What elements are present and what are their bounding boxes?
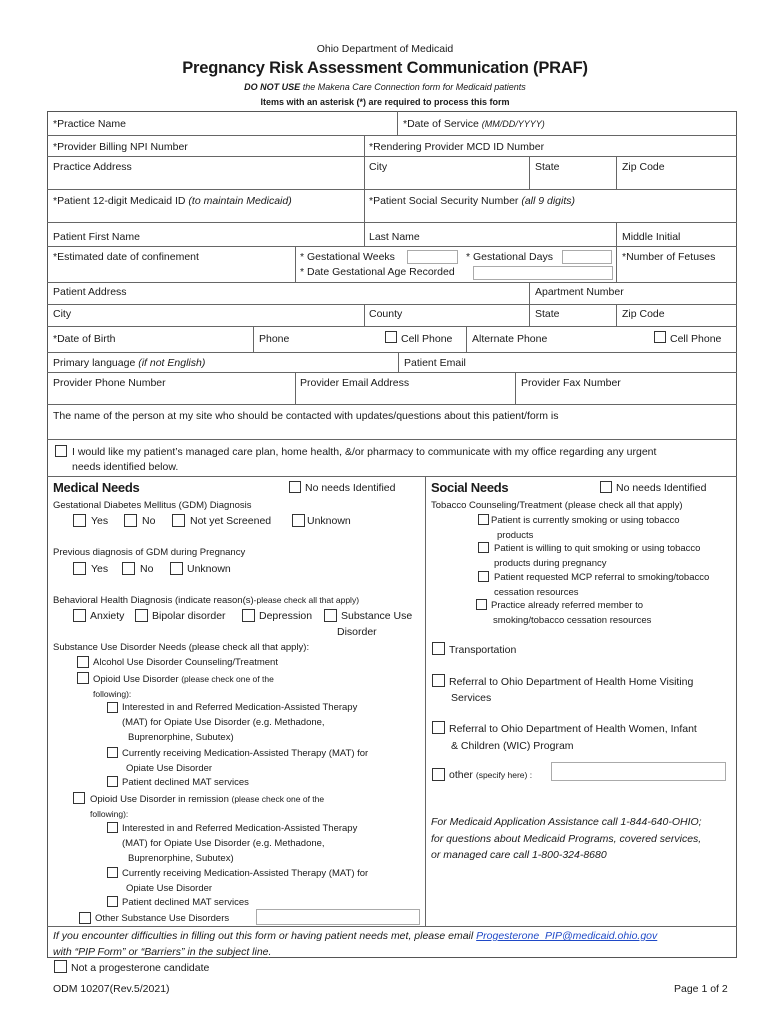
sud-label-line1: Substance Use: [341, 610, 413, 622]
support-email-link[interactable]: Progesterone_PIP@medicaid.ohio.gov: [476, 930, 658, 942]
assistance-line2: for questions about Medicaid Programs, covered services,: [431, 833, 702, 845]
currently-smoking-line1: Patient is currently smoking or using tobacco: [491, 515, 680, 526]
rem-declined-label: Patient declined MAT services: [122, 897, 249, 908]
prev-gdm-yes-label: Yes: [91, 563, 109, 575]
rem-current-line2: Opiate Use Disorder: [126, 883, 213, 894]
num-fetuses-label: *Number of Fetuses: [622, 251, 716, 263]
willing-quit-checkbox[interactable]: [478, 542, 489, 553]
mat-interest-line3: Buprenorphine, Subutex): [128, 732, 234, 743]
edc-label: *Estimated date of confinement: [53, 251, 199, 263]
gest-days-input[interactable]: [562, 250, 612, 264]
mat-declined-label: Patient declined MAT services: [122, 777, 249, 788]
currently-smoking-checkbox[interactable]: [478, 514, 489, 525]
anxiety-label: Anxiety: [90, 610, 125, 622]
required-note: Items with an asterisk (*) are required to process this form: [260, 97, 510, 107]
not-candidate-label: Not a progesterone candidate: [71, 962, 210, 974]
not-candidate-checkbox[interactable]: [54, 960, 67, 973]
patient-city-label: City: [53, 308, 72, 320]
mat-interest-line1: Interested in and Referred Medication-Assisted Therapy: [122, 702, 358, 713]
practice-state-label: State: [535, 161, 560, 173]
gdm-yes-checkbox[interactable]: [73, 514, 86, 527]
bipolar-label: Bipolar disorder: [152, 610, 226, 622]
gest-age-recorded-label: * Date Gestational Age Recorded: [300, 266, 455, 278]
mat-declined-checkbox[interactable]: [107, 776, 118, 787]
patient-state-label: State: [535, 308, 560, 320]
dob-label: *Date of Birth: [53, 333, 116, 345]
wic-line2: & Children (WIC) Program: [451, 740, 574, 752]
medical-no-needs-label: No needs Identified: [305, 482, 396, 494]
rem-interest-line2: (MAT) for Opiate Use Disorder (e.g. Methadone,: [122, 838, 325, 849]
other-social-checkbox[interactable]: [432, 768, 445, 781]
rem-current-line1: Currently receiving Medication-Assisted Therapy (MAT) for: [122, 868, 369, 879]
transportation-label: Transportation: [449, 644, 517, 656]
sud-label-line2: Disorder: [337, 626, 377, 638]
practice-address-label: Practice Address: [53, 161, 132, 173]
bh-label: Behavioral Health Diagnosis (indicate reason(s)-please check all that apply): [53, 595, 360, 606]
form-title: Pregnancy Risk Assessment Communication (PRAF): [182, 59, 588, 77]
social-no-needs-checkbox[interactable]: [600, 481, 612, 493]
prev-gdm-label: Previous diagnosis of GDM during Pregnancy: [53, 547, 246, 558]
prev-gdm-no-label: No: [140, 563, 154, 575]
home-visiting-line2: Services: [451, 692, 492, 704]
practice-city-label: City: [369, 161, 388, 173]
alcohol-checkbox[interactable]: [77, 656, 89, 668]
oud-remission-label: Opioid Use Disorder in remission (please check one of the: [90, 794, 325, 805]
alt-phone-label: Alternate Phone: [472, 333, 548, 345]
county-label: County: [369, 308, 403, 320]
gdm-not-screened-checkbox[interactable]: [172, 514, 185, 527]
last-name-label: Last Name: [369, 231, 420, 243]
home-visiting-line1: Referral to Ohio Department of Health Home Visiting: [449, 676, 694, 688]
medical-no-needs-checkbox[interactable]: [289, 481, 301, 493]
rem-current-checkbox[interactable]: [107, 867, 118, 878]
ssn-label: *Patient Social Security Number (all 9 digits): [369, 195, 576, 207]
other-sud-label: Other Substance Use Disorders: [95, 913, 230, 924]
other-sud-checkbox[interactable]: [79, 912, 91, 924]
gest-weeks-input[interactable]: [407, 250, 458, 264]
assistance-line1: For Medicaid Application Assistance call 1-844-640-OHIO;: [431, 816, 702, 828]
alt-cell-phone-checkbox[interactable]: [654, 331, 666, 343]
practice-name-label: *Practice Name: [53, 118, 126, 130]
language-label: Primary language (if not English): [53, 357, 206, 369]
gdm-unknown-checkbox[interactable]: [292, 514, 305, 527]
prev-gdm-yes-checkbox[interactable]: [73, 562, 86, 575]
other-social-label: other (specify here) :: [449, 769, 533, 781]
page-number: Page 1 of 2: [674, 983, 728, 995]
practice-referred-line2: smoking/tobacco cessation resources: [493, 615, 652, 626]
home-visiting-checkbox[interactable]: [432, 674, 445, 687]
social-needs-heading: Social Needs: [431, 480, 509, 495]
gdm-yes-label: Yes: [91, 515, 109, 527]
gest-weeks-label: * Gestational Weeks: [300, 251, 395, 263]
middle-initial-label: Middle Initial: [622, 231, 681, 243]
rem-interest-line3: Buprenorphine, Subutex): [128, 853, 234, 864]
agency-name: Ohio Department of Medicaid: [316, 43, 454, 55]
date-of-service-label: *Date of Service (MM/DD/YYYY): [403, 118, 545, 130]
phone-label: Phone: [259, 333, 290, 345]
prev-gdm-no-checkbox[interactable]: [122, 562, 135, 575]
wic-line1: Referral to Ohio Department of Health Women, Infant: [449, 723, 697, 735]
practice-referred-checkbox[interactable]: [476, 599, 487, 610]
provider-email-label: Provider Email Address: [300, 377, 410, 389]
assistance-line3: or managed care call 1-800-324-8680: [431, 849, 607, 861]
rem-declined-checkbox[interactable]: [107, 896, 118, 907]
consent-text-line1: I would like my patient’s managed care plan, home health, &/or pharmacy to communicate with my office regarding any urgent: [72, 446, 657, 458]
provider-fax-label: Provider Fax Number: [521, 377, 621, 389]
oud-remission-note-line2: following):: [90, 809, 129, 819]
difficulty-line2: with “PIP Form” or “Barriers” in the subject line.: [53, 946, 272, 958]
tobacco-label: Tobacco Counseling/Treatment (please check all that apply): [431, 500, 683, 511]
cell-phone-checkbox[interactable]: [385, 331, 397, 343]
provider-npi-label: *Provider Billing NPI Number: [53, 141, 188, 153]
mcp-referral-checkbox[interactable]: [478, 571, 489, 582]
mat-current-line1: Currently receiving Medication-Assisted Therapy (MAT) for: [122, 748, 369, 759]
prev-gdm-unknown-checkbox[interactable]: [170, 562, 183, 575]
contact-person-label: The name of the person at my site who should be contacted with updates/questions about this patient/form is: [53, 410, 559, 422]
medical-needs-heading: Medical Needs: [53, 480, 140, 495]
other-sud-input[interactable]: [256, 909, 420, 925]
practice-zip-label: Zip Code: [622, 161, 665, 173]
oud-checkbox[interactable]: [77, 672, 89, 684]
transportation-checkbox[interactable]: [432, 642, 445, 655]
mcp-referral-line2: cessation resources: [494, 587, 579, 598]
makena-notice: DO NOT USE the Makena Care Connection form for Medicaid patients: [244, 82, 526, 92]
currently-smoking-line2: products: [497, 530, 534, 541]
gdm-not-screened-label: Not yet Screened: [190, 515, 272, 527]
depression-label: Depression: [259, 610, 313, 622]
mat-interest-line2: (MAT) for Opiate Use Disorder (e.g. Methadone,: [122, 717, 325, 728]
medicaid-id-label: *Patient 12-digit Medicaid ID (to maintain Medicaid): [53, 195, 292, 207]
gdm-label: Gestational Diabetes Mellitus (GDM) Diagnosis: [53, 500, 252, 511]
sud-needs-label: Substance Use Disorder Needs (please check all that apply):: [53, 642, 310, 653]
rem-interest-line1: Interested in and Referred Medication-Assisted Therapy: [122, 823, 358, 834]
rem-interest-checkbox[interactable]: [107, 822, 118, 833]
practice-referred-line1: Practice already referred member to: [491, 600, 644, 611]
consent-text-line2: needs identified below.: [72, 461, 179, 473]
anxiety-checkbox[interactable]: [73, 609, 86, 622]
mat-interest-checkbox[interactable]: [107, 702, 118, 713]
willing-quit-line1: Patient is willing to quit smoking or using tobacco: [494, 543, 701, 554]
form-id: ODM 10207(Rev.5/2021): [53, 983, 170, 995]
provider-phone-label: Provider Phone Number: [53, 377, 166, 389]
wic-checkbox[interactable]: [432, 721, 445, 734]
rendering-mcd-label: *Rendering Provider MCD ID Number: [369, 141, 545, 153]
gdm-unknown-label: Unknown: [307, 515, 351, 527]
gdm-no-label: No: [142, 515, 156, 527]
oud-remission-checkbox[interactable]: [73, 792, 85, 804]
cell-phone-label: Cell Phone: [401, 333, 453, 345]
gest-days-label: * Gestational Days: [466, 251, 553, 263]
patient-zip-label: Zip Code: [622, 308, 665, 320]
oud-label: Opioid Use Disorder (please check one of the: [93, 674, 274, 685]
patient-address-label: Patient Address: [53, 286, 127, 298]
alcohol-label: Alcohol Use Disorder Counseling/Treatment: [93, 657, 278, 668]
other-social-input[interactable]: [551, 762, 726, 781]
alt-cell-phone-label: Cell Phone: [670, 333, 722, 345]
apartment-label: Apartment Number: [535, 286, 624, 298]
depression-checkbox[interactable]: [242, 609, 255, 622]
gest-age-recorded-input[interactable]: [473, 266, 613, 280]
first-name-label: Patient First Name: [53, 231, 140, 243]
prev-gdm-unknown-label: Unknown: [187, 563, 231, 575]
willing-quit-line2: products during pregnancy: [494, 558, 607, 569]
patient-email-label: Patient Email: [404, 357, 466, 369]
sud-checkbox[interactable]: [324, 609, 337, 622]
gdm-no-checkbox[interactable]: [124, 514, 137, 527]
bipolar-checkbox[interactable]: [135, 609, 148, 622]
consent-checkbox[interactable]: [55, 445, 67, 457]
mcp-referral-line1: Patient requested MCP referral to smoking/tobacco: [494, 572, 710, 583]
mat-current-line2: Opiate Use Disorder: [126, 763, 213, 774]
mat-current-checkbox[interactable]: [107, 747, 118, 758]
social-no-needs-label: No needs Identified: [616, 482, 707, 494]
oud-note-line2: following):: [93, 689, 132, 699]
difficulty-line1: If you encounter difficulties in filling out this form or having patient needs met, please email Progesterone_PIP@medicaid.ohio.gov: [53, 930, 658, 942]
